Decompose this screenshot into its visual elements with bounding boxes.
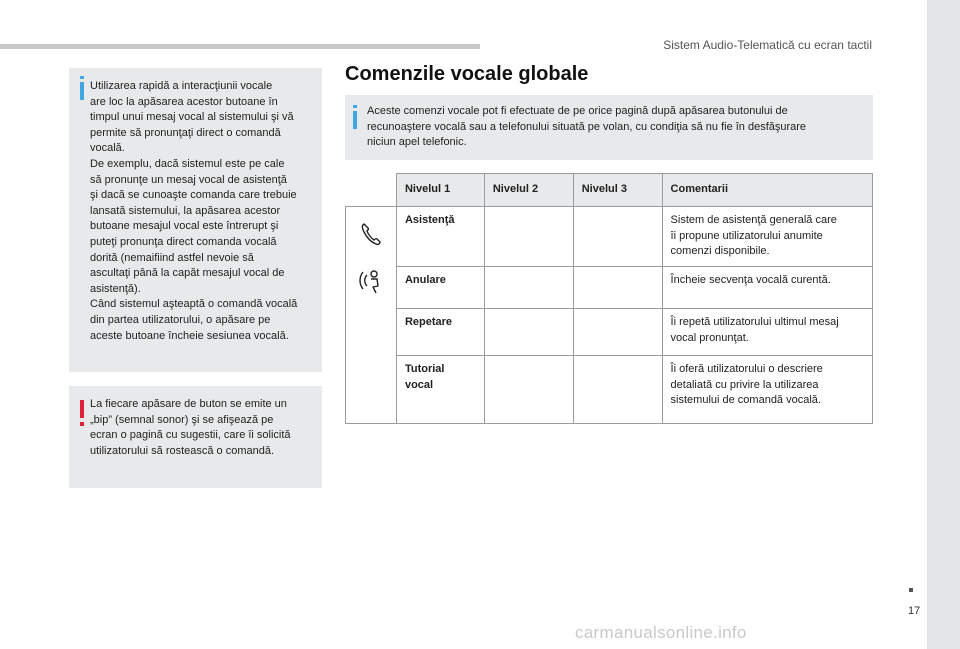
comment-cell: Sistem de asistenţă generală care îi propune utilizatorului anumite comenzi disponibile. — [662, 207, 872, 267]
phone-icon — [360, 221, 382, 247]
level1-cell: Anulare — [396, 267, 484, 309]
table-header-level2: Nivelul 2 — [484, 174, 573, 207]
header-rule — [0, 44, 480, 49]
table-row — [346, 207, 873, 267]
level3-cell — [573, 309, 662, 356]
table-row — [346, 356, 873, 424]
watermark: carmanualsonline.info — [575, 623, 747, 642]
table-header-row — [346, 174, 873, 207]
warning-note-box — [69, 386, 322, 488]
level3-cell — [573, 207, 662, 267]
info-note-box — [69, 68, 322, 372]
level2-cell — [484, 267, 573, 309]
warning-note-text: La fiecare apăsare de buton se emite un „bip” (semnal sonor) şi se afişează pe ecran o pagină cu sugestii, care îi solicită utilizatorului să rostească o comandă. — [90, 398, 291, 457]
level1-cell: Repetare — [396, 309, 484, 356]
table-row — [346, 267, 873, 309]
level1-cell: Tutorial vocal — [396, 356, 484, 424]
level2-cell — [484, 309, 573, 356]
level1-cell: Asistenţă — [396, 207, 484, 267]
side-strip — [927, 0, 960, 649]
level2-cell — [484, 356, 573, 424]
info-note-text: Utilizarea rapidă a interacţiunii vocale are loc la apăsarea acestor butoane în timpul unui mesaj vocal al sistemului şi vă permite să pronunţaţi direct o comandă vocală. De exemplu, dacă sistemul este pe cale să pronunţe un mesaj vocal de asistenţă şi dacă se cunoaşte comanda care trebuie lansată sistemului, la apăsarea acestor butoane mesajul vocal este întrerupt şi puteţi pronunţa direct comanda vocală dorită (nemaifiind astfel nevoie să ascultaţi până la capăt mesajul vocal de asistenţă). Când sistemul aşteaptă o comandă vocală din partea utilizatorului, o apăsare pe aceste butoane încheie sesiunea vocală. — [90, 80, 298, 342]
table-header-comments: Comentarii — [662, 174, 872, 207]
page-number: 17 — [908, 605, 921, 617]
table-header-level3: Nivelul 3 — [573, 174, 662, 207]
level2-cell — [484, 207, 573, 267]
table-header-empty — [346, 174, 397, 207]
section-title: Comenzile vocale globale — [345, 63, 589, 85]
intro-note-box — [345, 95, 873, 160]
info-icon — [353, 111, 357, 129]
comment-cell: Îi oferă utilizatorului o descriere detaliată cu privire la utilizarea sistemului de comandă vocală. — [662, 356, 872, 424]
level3-cell — [573, 356, 662, 424]
chapter-title: Sistem Audio-Telematică cu ecran tactil — [663, 38, 872, 52]
level3-cell — [573, 267, 662, 309]
table-row — [346, 309, 873, 356]
voice-commands-table — [345, 173, 873, 424]
table-header-level1: Nivelul 1 — [396, 174, 484, 207]
intro-note-text: Aceste comenzi vocale pot fi efectuate de pe orice pagină după apăsarea butonului de recunoaştere vocală sau a telefonului situată pe volan, cu condiţia să nu fie în desfăşurare niciun apel telefonic. — [367, 105, 807, 149]
comment-cell: Îi repetă utilizatorului ultimul mesaj vocal pronunţat. — [662, 309, 872, 356]
comment-cell: Încheie secvenţa vocală curentă. — [662, 267, 872, 309]
page-marker — [909, 588, 913, 592]
warning-icon — [80, 400, 84, 418]
voice-command-icon — [359, 269, 383, 295]
info-icon — [80, 82, 84, 100]
icon-cell — [346, 207, 397, 424]
